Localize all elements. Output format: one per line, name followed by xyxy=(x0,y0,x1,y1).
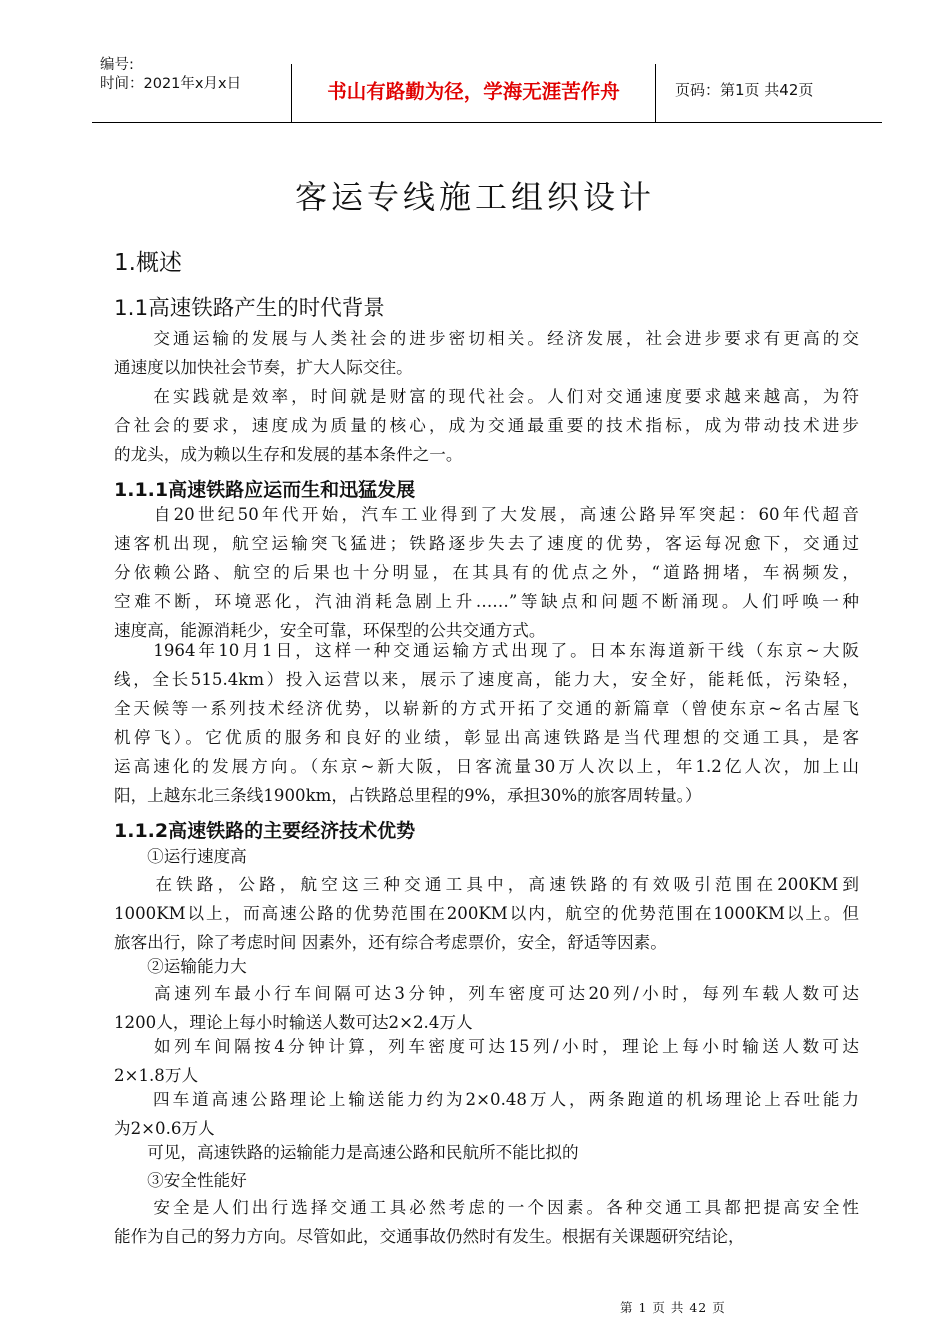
paragraph xyxy=(114,324,859,382)
text-line: 全天候等一系列技术经济优势，以崭新的方式开拓了交通的新篇章（曾使东京~名古屋飞 xyxy=(114,699,859,718)
text-line: 在实践就是效率，时间就是财富的现代社会。人们对交通速度要求越来越高，为符 xyxy=(114,387,859,406)
subsubsection-heading: 1.1.1高速铁路应运而生和迅猛发展 xyxy=(114,479,416,501)
paragraph xyxy=(114,952,859,981)
paragraph xyxy=(114,500,859,645)
text-line: 1000KM以上，而高速公路的优势范围在200KM以内，航空的优势范围在1000KM以上。但 xyxy=(114,904,859,923)
page-header xyxy=(92,54,882,124)
text-line: 高速列车最小行车间隔可达3分钟，列车密度可达20列/小时，每列车载人数可达 xyxy=(114,984,859,1003)
text-line: 速度高，能源消耗少，安全可靠，环保型的公共交通方式。 xyxy=(114,621,546,640)
text-line: 运高速化的发展方向。（东京~新大阪，日客流量30万人次以上，年1.2亿人次，加上山 xyxy=(114,757,859,776)
text-line: 空难不断，环境恶化，汽油消耗急剧上升……”等缺点和问题不断涌现。人们呼唤一种 xyxy=(114,592,859,611)
document-time: 时间：2021年x月x日 xyxy=(100,76,242,92)
text-line: 2×1.8万人 xyxy=(114,1066,199,1085)
header-page-info: 页码：第1页 共42页 xyxy=(675,81,814,99)
text-line: 机停飞）。它优质的服务和良好的业绩，彰显出高速铁路是当代理想的交通工具，是客 xyxy=(114,728,859,747)
subsection-heading: 1.1高速铁路产生的时代背景 xyxy=(114,296,385,321)
text-line: 四车道高速公路理论上输送能力约为2×0.48万人，两条跑道的机场理论上吞吐能力 xyxy=(114,1090,859,1109)
paragraph xyxy=(114,979,859,1037)
text-line: 为2×0.6万人 xyxy=(114,1119,215,1138)
text-line: ②运输能力大 xyxy=(114,957,247,976)
text-line: 分依赖公路、航空的后果也十分明显，在其具有的优点之外，“道路拥堵，车祸频发， xyxy=(114,563,859,582)
text-line: 如列车间隔按4分钟计算，列车密度可达15列/小时，理论上每小时输送人数可达 xyxy=(114,1037,859,1056)
text-line: ③安全性能好 xyxy=(114,1171,247,1190)
text-line: 的龙头，成为赖以生存和发展的基本条件之一。 xyxy=(114,445,463,464)
paragraph xyxy=(114,1085,859,1143)
text-line: 1964年10月1日，这样一种交通运输方式出现了。日本东海道新干线（东京~大阪 xyxy=(114,641,859,660)
text-line: 线，全长515.4km）投入运营以来，展示了速度高，能力大，安全好，能耗低，污染轻， xyxy=(114,670,859,689)
text-line: 通速度以加快社会节奏，扩大人际交往。 xyxy=(114,358,413,377)
text-line: ①运行速度高 xyxy=(114,847,247,866)
text-line: 交通运输的发展与人类社会的进步密切相关。经济发展，社会进步要求有更高的交 xyxy=(114,329,859,348)
text-line: 在铁路，公路，航空这三种交通工具中，高速铁路的有效吸引范围在200KM到 xyxy=(114,875,859,894)
text-line: 可见，高速铁路的运输能力是高速公路和民航所不能比拟的 xyxy=(114,1143,579,1162)
document-title: 客运专线施工组织设计 xyxy=(294,178,655,216)
subsubsection-heading: 1.1.2高速铁路的主要经济技术优势 xyxy=(114,820,416,842)
section-heading: 1.概述 xyxy=(114,250,182,276)
paragraph xyxy=(114,1032,859,1090)
text-line: 合社会的要求，速度成为质量的核心，成为交通最重要的技术指标，成为带动技术进步 xyxy=(114,416,859,435)
header-rule xyxy=(92,122,882,123)
text-line: 自20世纪50年代开始，汽车工业得到了大发展，高速公路异军突起：60年代超音 xyxy=(114,505,859,524)
text-line: 1200人，理论上每小时输送人数可达2×2.4万人 xyxy=(114,1013,473,1032)
page-footer: 第 1 页 共 42 页 xyxy=(620,1300,726,1315)
header-divider xyxy=(655,64,656,122)
header-meta xyxy=(100,56,241,94)
text-line: 阳，上越东北三条线1900km，占铁路总里程的9%，承担30%的旅客周转量。） xyxy=(114,786,702,805)
paragraph xyxy=(114,636,859,810)
document-number-label: 编号: xyxy=(100,57,134,73)
text-line: 安全是人们出行选择交通工具必然考虑的一个因素。各种交通工具都把提高安全性 xyxy=(114,1198,859,1217)
paragraph xyxy=(114,1138,859,1167)
paragraph xyxy=(114,382,859,469)
paragraph xyxy=(114,842,859,871)
text-line: 旅客出行，除了考虑时间 因素外，还有综合考虑票价，安全，舒适等因素。 xyxy=(114,933,667,952)
paragraph xyxy=(114,1193,859,1251)
header-motto: 书山有路勤为径，学海无涯苦作舟 xyxy=(327,80,620,103)
paragraph xyxy=(114,870,859,957)
text-line: 能作为自己的努力方向。尽管如此，交通事故仍然时有发生。根据有关课题研究结论， xyxy=(114,1227,745,1246)
text-line: 速客机出现，航空运输突飞猛进；铁路逐步失去了速度的优势，客运每况愈下，交通过 xyxy=(114,534,859,553)
paragraph xyxy=(114,1166,859,1195)
